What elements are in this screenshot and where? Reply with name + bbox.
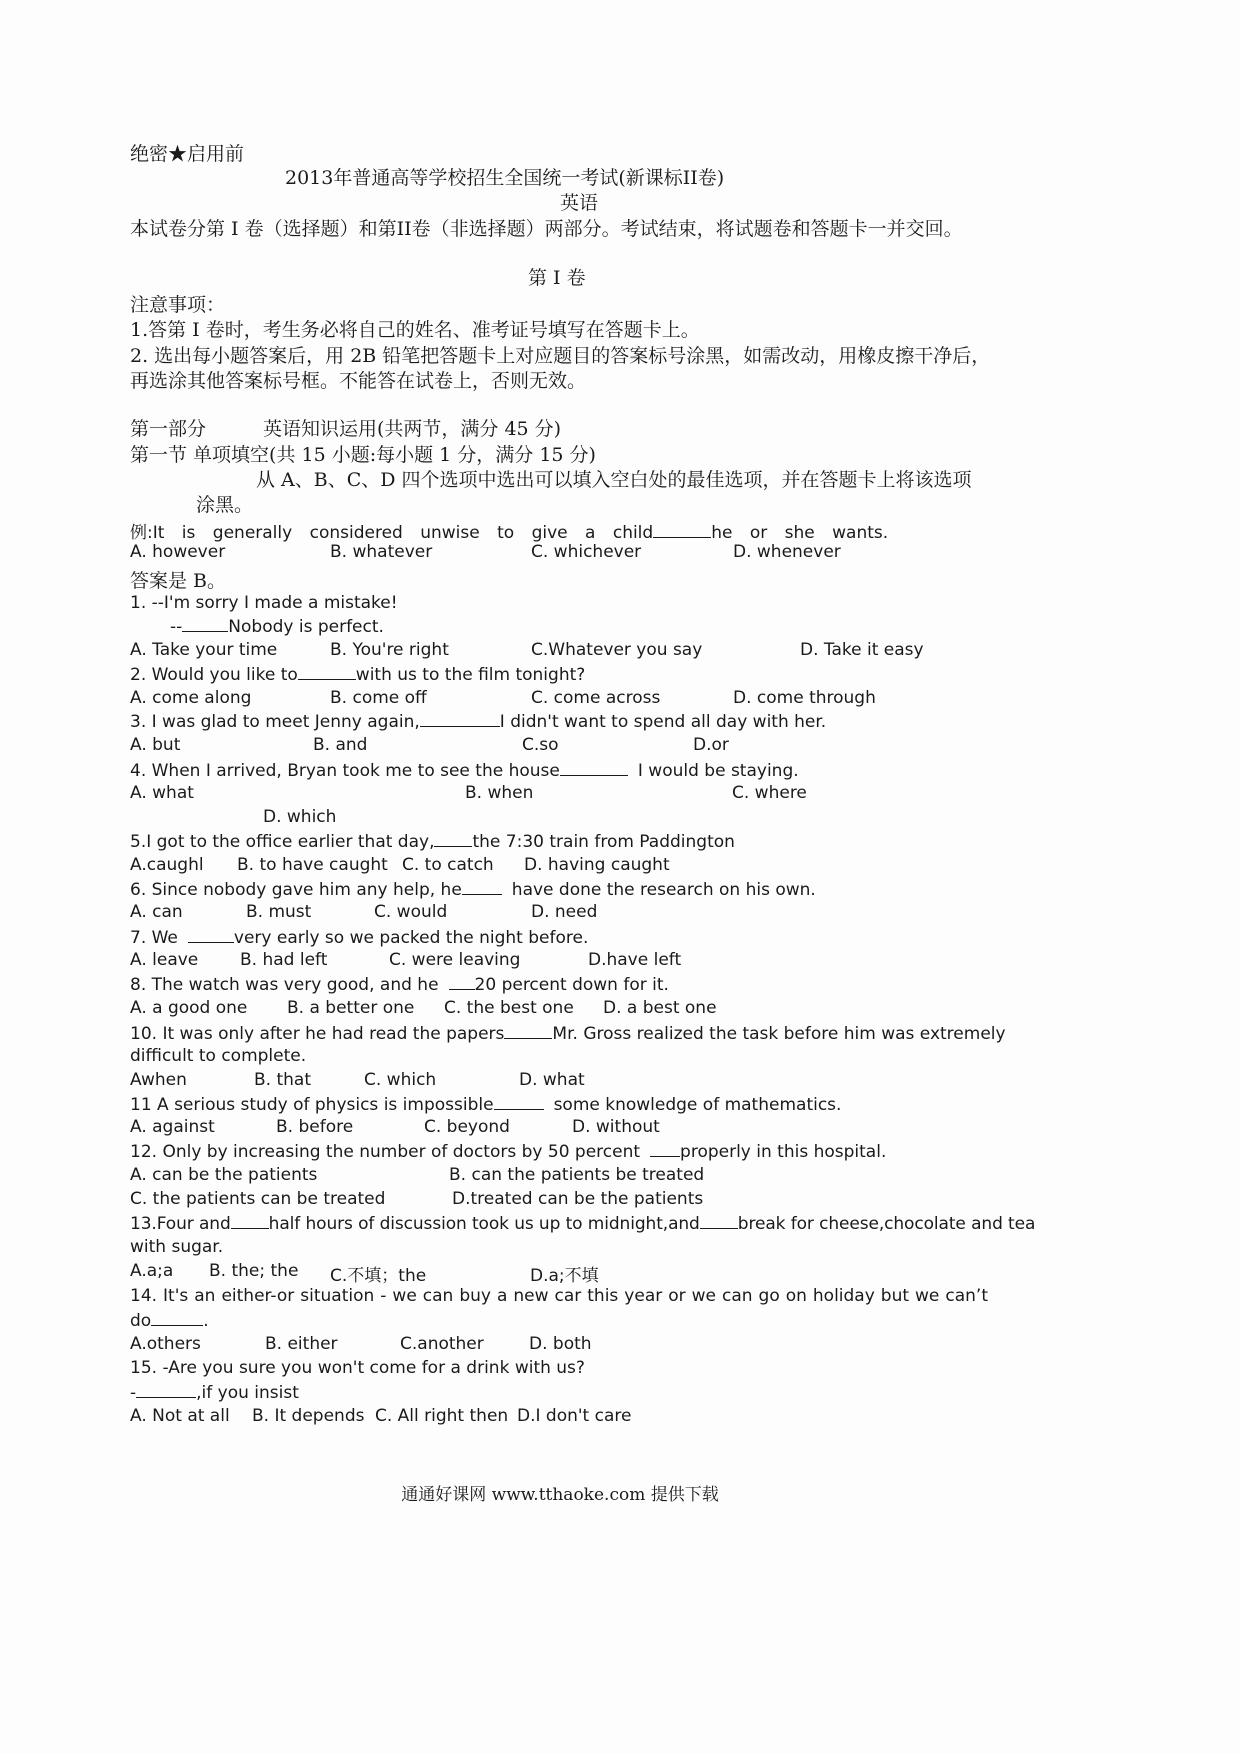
part-label: 第一部分	[130, 418, 207, 440]
question-1-option-d: D. Take it easy	[800, 640, 924, 660]
example-option-c: C. whichever	[531, 542, 642, 562]
exam-page: 绝密★启用前 2013年普通高等学校招生全国统一考试(新课标II卷) 英语 本试卷分第 I 卷（选择题）和第II卷（非选择题）两部分。考试结束，将试题卷和答题卡一并交回。 第 I 卷 注意事项： 1.答第 I 卷时，考生务必将自己的姓名、准考证号填写在答题卡上。 2. 选出每小题答案后，用 2B 铅笔把答题卡上对应题目的答案标号涂黑，如需改动，用橡皮擦干净后， 再选涂其他答案标号框。不能答在试卷上，否则无效。 第一部分 英语知识运用(共两节，满分 45 分) 第一节 单项填空(共 15 小题:每小题 1 分，满分 15 分) 从 A、B、C、D 四个选项中选出可以填入空白处的最佳选项，并在答题卡上将该选项 涂黑。 例:It is generally considered unwise to give a child he or she wants. A. however B. whatever C. whichever D. whenever 答案是 B。 1. --I'm sorry I made a mistake! -- Nobody is perfect. A. Take your time B. You're right C.Whatever you say D. Take it easy 2. Would you like to with us to the film tonight? A. come along B. come off C. come across D. come through 3. I was glad to meet Jenny again, I didn't want to spend all day with her. A. but B. and C.so D.or 4. When I arrived, Bryan took me to see the house I would be staying. A. what B. when C. where D. which 5.I got to the office earlier that day, the 7:30 train from Paddington A.caughl B. to have caught C. to catch D. having caught 6. Since nobody gave him any help, he have done the research on his own. A. can B. must C. would D. need 7. We very early so we packed the night before. A. leave B. had left C. were leaving D.have left 8. The watch was very good, and he 20 percent down for it. A. a good one B. a better one C. the best one D. a best one 10. It was only after he had read the papers Mr. Gross realized the task before him was extremely difficult to complete. Awhen B. that C. which D. what 11 A serious study of physics is impossible some knowledge of mathematics. A. against B. before C. beyond D. without 12. Only by increasing the number of doctors by 50 percent properly in this hospital. A. can be the patients B. can the patients be treated C. the patients can be treated D.treated can be the patients 13.Four and half hours of discussion took us up to midnight,and break for cheese,chocolate and tea with sugar. A.a;a B. the; the C.不填；the D.a;不填 14. It's an either-or situation - we can buy a new car this year or we can go on holiday but we can’t do . A.others B. either C.another D. both 15. -Are you sure you won't come for a drink with us? - ,if you insist A. Not at all B. It depends C. All right then D.I don't care 通通好课网 www.tthaoke.com 提供下载	[0, 0, 1240, 1754]
example-stem: 例:It is generally considered unwise to give a child he or she wants.	[130, 523, 889, 543]
question-15-option-b: B. It depends	[252, 1406, 365, 1426]
part-title: 英语知识运用(共两节，满分 45 分)	[263, 418, 562, 440]
instruction-line-1: 从 A、B、C、D 四个选项中选出可以填入空白处的最佳选项，并在答题卡上将该选项	[256, 469, 972, 491]
question-11-option-d: D. without	[572, 1117, 660, 1137]
question-12-option-d: D.treated can be the patients	[452, 1189, 704, 1209]
answer-blank	[560, 760, 628, 776]
section-title: 第一节 单项填空(共 15 小题:每小题 1 分，满分 15 分)	[130, 444, 596, 466]
question-7-option-a: A. leave	[130, 950, 199, 970]
question-13-line-2: with sugar.	[130, 1237, 224, 1257]
note-item-2-line-1: 2. 选出每小题答案后，用 2B 铅笔把答题卡上对应题目的答案标号涂黑，如需改动，用橡皮擦干净后，	[130, 345, 991, 367]
question-5-stem: 5.I got to the office earlier that day, the 7:30 train from Paddington	[130, 832, 735, 852]
note-item-2-line-2: 再选涂其他答案标号框。不能答在试卷上，否则无效。	[130, 370, 587, 392]
question-15-option-c: C. All right then	[375, 1406, 509, 1426]
question-6-option-b: B. must	[246, 902, 312, 922]
question-15-line-2: - ,if you insist	[130, 1383, 299, 1403]
question-2-option-c: C. come across	[531, 688, 661, 708]
question-3-option-c: C.so	[522, 735, 559, 755]
question-11-option-a: A. against	[130, 1117, 215, 1137]
question-3-stem: 3. I was glad to meet Jenny again, I didn't want to spend all day with her.	[130, 712, 827, 732]
question-6-stem: 6. Since nobody gave him any help, he have done the research on his own.	[130, 880, 816, 900]
question-4-stem: 4. When I arrived, Bryan took me to see the house I would be staying.	[130, 761, 799, 781]
question-1-option-a: A. Take your time	[130, 640, 278, 660]
question-10-option-a: Awhen	[130, 1070, 187, 1090]
answer-blank	[136, 1382, 196, 1398]
question-12-stem: 12. Only by increasing the number of doctors by 50 percent properly in this hospital.	[130, 1142, 887, 1162]
question-8-option-a: A. a good one	[130, 998, 248, 1018]
question-5-option-a: A.caughl	[130, 855, 204, 875]
question-7-option-c: C. were leaving	[389, 950, 521, 970]
question-7-option-b: B. had left	[240, 950, 328, 970]
question-10-option-b: B. that	[254, 1070, 311, 1090]
example-option-d: D. whenever	[733, 542, 841, 562]
intro-text: 本试卷分第 I 卷（选择题）和第II卷（非选择题）两部分。考试结束，将试题卷和答题卡一并交回。	[130, 218, 963, 240]
question-15-option-a: A. Not at all	[130, 1406, 230, 1426]
question-6-option-d: D. need	[531, 902, 598, 922]
answer-blank	[504, 1023, 552, 1039]
question-11-option-c: C. beyond	[424, 1117, 510, 1137]
question-8-option-d: D. a best one	[603, 998, 717, 1018]
question-13-line-1: 13.Four and half hours of discussion took us up to midnight,and break for cheese,chocolate and tea	[130, 1214, 1036, 1234]
question-11-stem: 11 A serious study of physics is impossible some knowledge of mathematics.	[130, 1095, 842, 1115]
answer-blank	[298, 664, 356, 680]
question-14-option-a: A.others	[130, 1334, 201, 1354]
question-14-line-1: 14. It's an either-or situation - we can buy a new car this year or we can go on holiday but we can’t	[130, 1286, 988, 1306]
volume-label: 第 I 卷	[528, 267, 586, 289]
note-item-1: 1.答第 I 卷时，考生务必将自己的姓名、准考证号填写在答题卡上。	[130, 319, 700, 341]
question-10-line-1: 10. It was only after he had read the papers Mr. Gross realized the task before him was extremely	[130, 1024, 1006, 1044]
question-2-stem: 2. Would you like to with us to the film tonight?	[130, 665, 586, 685]
question-15-option-d: D.I don't care	[517, 1406, 632, 1426]
footer-credit: 通通好课网 www.tthaoke.com 提供下载	[401, 1485, 719, 1505]
question-12-option-c: C. the patients can be treated	[130, 1189, 386, 1209]
question-1-line-2: -- Nobody is perfect.	[170, 617, 384, 637]
notes-heading: 注意事项：	[130, 294, 226, 316]
question-13-option-d: D.a;不填	[530, 1266, 599, 1286]
question-6-option-c: C. would	[374, 902, 448, 922]
question-13-option-c: C.不填；the	[330, 1266, 427, 1286]
question-1-option-c: C.Whatever you say	[531, 640, 703, 660]
question-14-option-c: C.another	[400, 1334, 484, 1354]
answer-blank	[231, 1213, 269, 1229]
question-8-option-c: C. the best one	[444, 998, 574, 1018]
answer-blank	[151, 1310, 203, 1326]
answer-blank	[494, 1094, 544, 1110]
question-3-option-d: D.or	[693, 735, 729, 755]
question-2-option-b: B. come off	[330, 688, 427, 708]
question-3-option-a: A. but	[130, 735, 181, 755]
question-14-option-d: D. both	[529, 1334, 592, 1354]
question-7-option-d: D.have left	[588, 950, 682, 970]
secret-label: 绝密★启用前	[130, 143, 245, 165]
question-10-option-d: D. what	[519, 1070, 585, 1090]
question-4-option-b: B. when	[465, 783, 534, 803]
example-option-b: B. whatever	[330, 542, 433, 562]
question-5-option-b: B. to have caught	[237, 855, 388, 875]
question-5-option-c: C. to catch	[402, 855, 494, 875]
answer-blank	[182, 616, 228, 632]
question-4-option-c: C. where	[732, 783, 807, 803]
question-1-line-1: 1. --I'm sorry I made a mistake!	[130, 593, 398, 613]
question-1-option-b: B. You're right	[330, 640, 449, 660]
answer-blank	[650, 1141, 680, 1157]
answer-blank	[653, 522, 711, 538]
question-13-option-a: A.a;a	[130, 1261, 174, 1281]
question-3-option-b: B. and	[313, 735, 368, 755]
question-11-option-b: B. before	[276, 1117, 354, 1137]
question-12-option-a: A. can be the patients	[130, 1165, 318, 1185]
answer-blank	[420, 711, 500, 727]
example-option-a: A. however	[130, 542, 226, 562]
question-4-option-a: A. what	[130, 783, 194, 803]
subject-label: 英语	[560, 192, 599, 214]
question-8-stem: 8. The watch was very good, and he 20 percent down for it.	[130, 975, 669, 995]
example-answer: 答案是 B。	[130, 570, 227, 592]
question-10-line-2: difficult to complete.	[130, 1046, 307, 1066]
answer-blank	[188, 927, 234, 943]
question-4-option-d: D. which	[263, 807, 337, 827]
question-14-line-2: do .	[130, 1311, 209, 1331]
question-15-line-1: 15. -Are you sure you won't come for a drink with us?	[130, 1358, 585, 1378]
question-2-option-d: D. come through	[733, 688, 876, 708]
answer-blank	[434, 831, 472, 847]
instruction-line-2: 涂黑。	[196, 494, 254, 516]
answer-blank	[449, 974, 475, 990]
question-13-option-b: B. the; the	[209, 1261, 299, 1281]
question-10-option-c: C. which	[364, 1070, 437, 1090]
question-6-option-a: A. can	[130, 902, 183, 922]
question-12-option-b: B. can the patients be treated	[449, 1165, 705, 1185]
question-14-option-b: B. either	[265, 1334, 338, 1354]
question-5-option-d: D. having caught	[524, 855, 670, 875]
answer-blank	[700, 1213, 738, 1229]
question-2-option-a: A. come along	[130, 688, 252, 708]
answer-blank	[462, 879, 502, 895]
question-8-option-b: B. a better one	[287, 998, 415, 1018]
question-7-stem: 7. We very early so we packed the night before.	[130, 928, 589, 948]
